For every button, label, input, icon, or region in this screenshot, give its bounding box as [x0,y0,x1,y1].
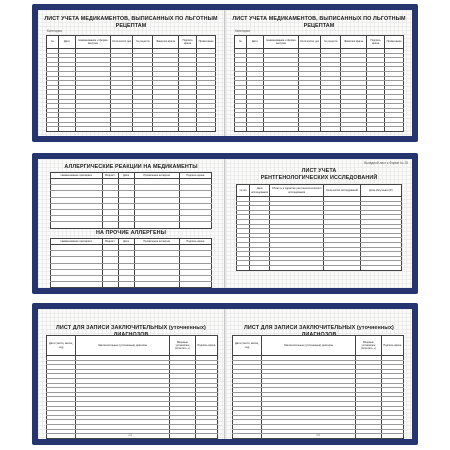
column-header: Дата [58,36,75,49]
page-right [226,10,412,136]
xray-exams-table [236,184,402,271]
column-header: Дата исследования [250,185,270,197]
other-allergens-table [50,238,212,288]
column-header: Впервые установлен (отметить +) [356,336,382,356]
column-header: Дата (число, месяц, год) [47,336,76,356]
table-cell [360,265,401,270]
table-cell [134,282,179,288]
final-diagnoses-table [232,335,404,439]
table-cell [262,434,356,439]
table-cell [299,127,321,132]
category-label: Категория [47,29,62,33]
column-header: Количество исследований [324,185,360,197]
table-cell [102,222,118,228]
table-cell [385,127,404,132]
table-cell [111,127,133,132]
column-header: № п/п [237,185,250,197]
table-cell [118,282,134,288]
column-header: Впервые установлен (отметить +) [170,336,196,356]
column-header: № рецепта [321,36,341,49]
table-row [51,282,212,288]
column-header: Примечание [385,36,404,49]
table-cell [269,265,323,270]
column-header: Наименование препарата [51,173,103,179]
journal-spread-3 [32,303,418,445]
column-header: Возраст [102,239,118,245]
table-cell [58,127,75,132]
category-label: Категория [235,29,250,33]
column-header: Подпись врача [366,36,385,49]
table-cell [263,127,298,132]
final-diagnoses-table [46,335,218,439]
table-cell [170,434,196,439]
table-cell [246,127,263,132]
table-cell [233,434,262,439]
column-header: № [235,36,247,49]
table-cell [321,127,341,132]
page-title: ЛИСТ УЧЕТА МЕДИКАМЕНТОВ, ВЫПИСАННЫХ ПО ЛЬГОТНЫМ РЕЦЕПТАМ [44,16,218,29]
page-title: АЛЛЕРГИЧЕСКИЕ РЕАКЦИИ НА МЕДИКАМЕНТЫ [64,164,198,170]
table-cell [381,434,403,439]
table-cell [237,265,250,270]
column-header: Дата [118,173,134,179]
column-header: № рецепта [133,36,153,49]
column-header: Дата [118,239,134,245]
column-header: № [47,36,59,49]
table-cell [250,265,270,270]
table-cell [51,282,103,288]
table-row [235,127,404,132]
page-title: ЛИСТ УЧЕТА МЕДИКАМЕНТОВ, ВЫПИСАННЫХ ПО ЛЬГОТНЫМ РЕЦЕПТАМ [232,16,406,29]
table-cell [179,282,211,288]
table-row [47,434,218,439]
table-cell [356,434,382,439]
table-cell [235,127,247,132]
page-left [38,159,224,288]
column-header: Заключительные (уточненные) диагнозы [76,336,170,356]
table-cell [197,127,216,132]
page-number: 13 [128,433,132,437]
column-header: Фамилия врача [153,36,178,49]
table-cell [178,127,197,132]
column-header: Примечание [197,36,216,49]
column-header: Подпись врача [179,239,211,245]
page-title: ЛИСТ ДЛЯ ЗАПИСИ ЗАКЛЮЧИТЕЛЬНЫХ (уточненных) [56,325,206,331]
table-cell [76,434,170,439]
table-cell [102,282,118,288]
table-cell [195,434,217,439]
page-title-line-2: РЕНТГЕНОЛОГИЧЕСКИХ ИССЛЕДОВАНИЙ [260,175,378,181]
section-subtitle: НА ПРОЧИЕ АЛЛЕРГЕНЫ [95,230,167,236]
column-header: Дата [246,36,263,49]
column-header: Подпись врача [178,36,197,49]
column-header: Возраст [102,173,118,179]
page-right [226,309,412,439]
table-cell [47,127,59,132]
column-header: Наименование препарата [51,239,103,245]
table-cell [134,222,179,228]
page-number: 14 [316,433,320,437]
page-right [226,159,412,288]
column-header: Количество доз [111,36,133,49]
corner-note: Вкладной лист к Форме № 25 [364,161,408,165]
column-header: Количество доз [299,36,321,49]
table-cell [366,127,385,132]
column-header: Подпись врача [195,336,217,356]
page-title: ЛИСТ ДЛЯ ЗАПИСИ ЗАКЛЮЧИТЕЛЬНЫХ (уточненных) [244,325,394,331]
column-header: Заключительные (уточненные) диагнозы [262,336,356,356]
column-header: Проявление аллергии [134,173,179,179]
table-cell [51,222,103,228]
drug-allergy-table [50,172,212,229]
table-cell [118,222,134,228]
table-cell [179,222,211,228]
table-cell [133,127,153,132]
preferential-prescriptions-table [234,35,404,132]
column-header: Область и характер рентгенологического исследования [269,185,323,197]
preferential-prescriptions-table [46,35,216,132]
column-header: Доза облучения (Р) [360,185,401,197]
journal-spread-2 [32,153,418,294]
table-cell [75,127,110,132]
column-header: Фамилия врача [341,36,366,49]
table-row [51,222,212,228]
table-row [47,127,216,132]
journal-spread-1 [32,4,418,142]
table-cell [47,434,76,439]
column-header: Дата (число, месяц, год) [233,336,262,356]
column-header: Наименование и форма выпуска [75,36,110,49]
column-header: Наименование и форма выпуска [263,36,298,49]
table-cell [324,265,360,270]
table-cell [341,127,366,132]
page-left [38,309,224,439]
page-left [38,10,224,136]
page-title-line-1: ЛИСТ УЧЕТА [301,168,337,174]
column-header: Подпись врача [179,173,211,179]
column-header: Проявление аллергии [134,239,179,245]
table-row [237,265,402,270]
column-header: Подпись врача [381,336,403,356]
table-cell [153,127,178,132]
